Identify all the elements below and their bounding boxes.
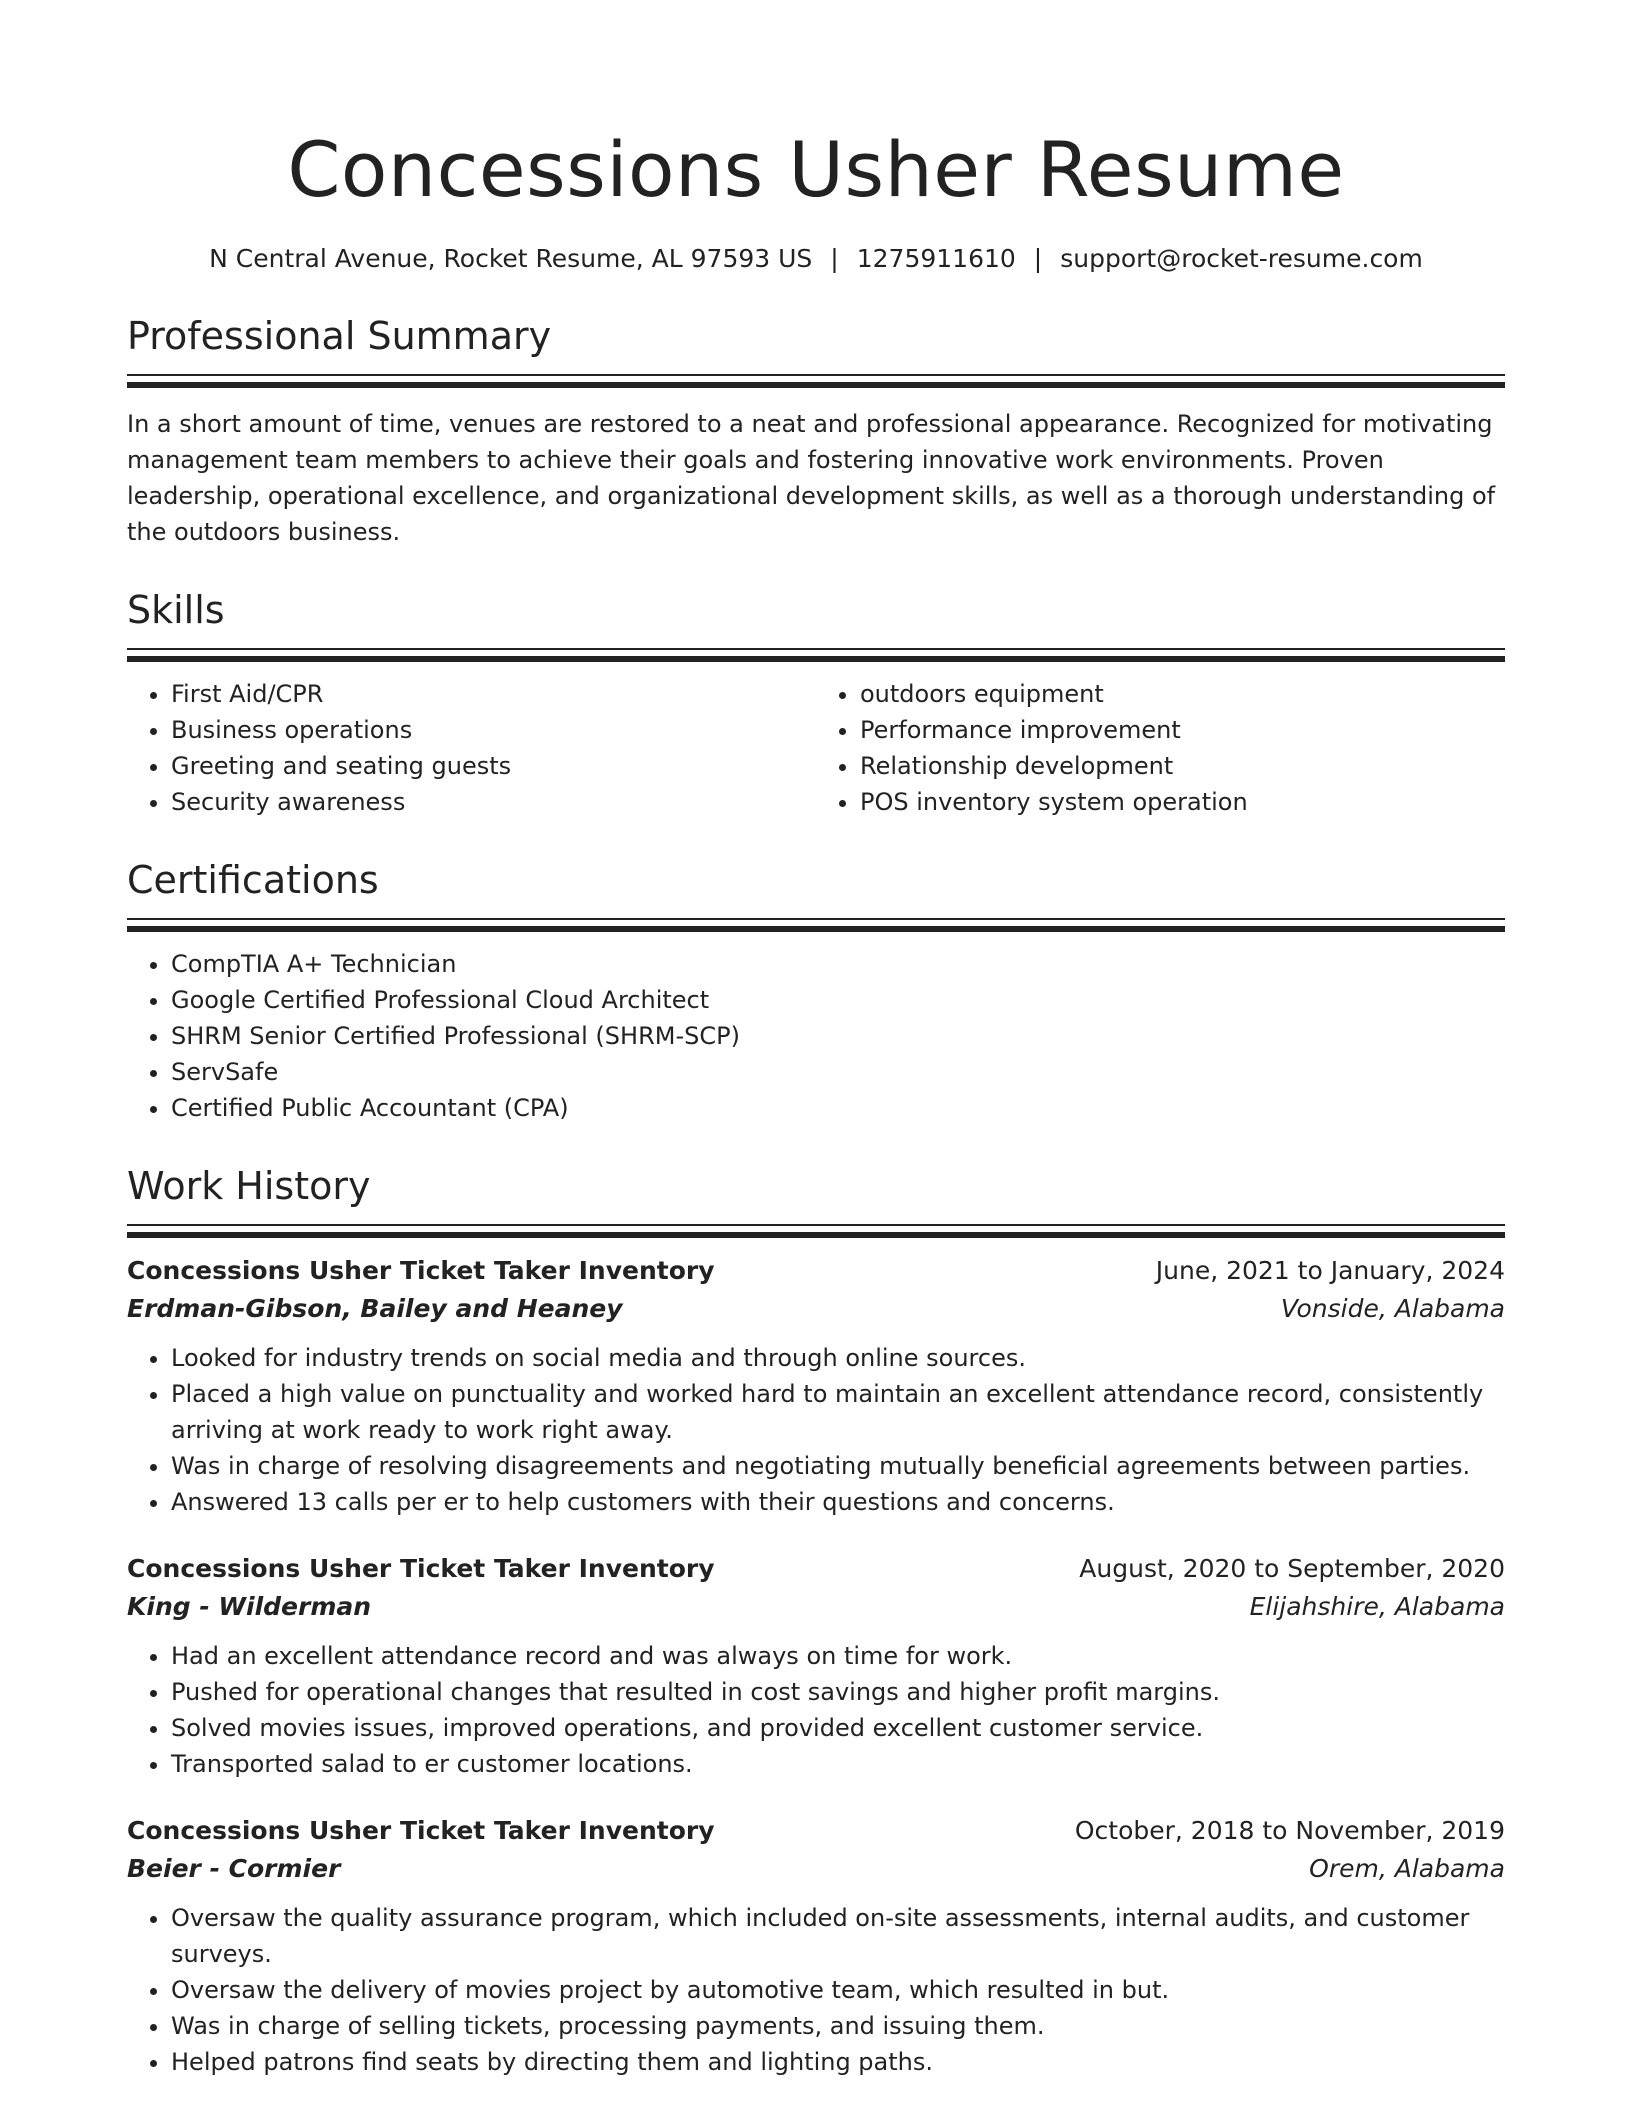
- job-dates: August, 2020 to September, 2020: [1079, 1554, 1505, 1583]
- job-dates: June, 2021 to January, 2024: [1155, 1256, 1505, 1285]
- job-bullet: • Oversaw the delivery of movies project by automotive team, which resulted in but.: [171, 1972, 1505, 2008]
- contact-separator: |: [830, 244, 839, 273]
- skills-list-left: [127, 676, 816, 820]
- summary-text: In a short amount of time, venues are restored to a neat and professional appearance. Recognized for motivating management team members to achieve their goals and fostering innovative work environments. Proven leadership, operational excellence, and organizational development skills, as well as a thorough understanding of the outdoors business.: [127, 410, 1496, 546]
- section-divider: [127, 1224, 1505, 1238]
- skill-item: • Relationship development: [860, 748, 1505, 784]
- job-bullets: [127, 1638, 1505, 1782]
- job-title: Concessions Usher Ticket Taker Inventory: [127, 1816, 715, 1845]
- section-divider: [127, 648, 1505, 662]
- section-heading-certifications: Certifications: [127, 858, 379, 902]
- job-bullet: • Placed a high value on punctuality and worked hard to maintain an excellent attendance record, consistently arriving at work ready to work right away.: [171, 1376, 1505, 1448]
- work-history-section: [127, 1162, 1505, 2080]
- job-company: Beier - Cormier: [127, 1854, 341, 1883]
- certifications-list: [127, 946, 1505, 1126]
- job-bullet: • Pushed for operational changes that resulted in cost savings and higher profit margins.: [171, 1674, 1505, 1710]
- section-divider: [127, 918, 1505, 932]
- job-company: Erdman-Gibson, Bailey and Heaney: [127, 1294, 623, 1323]
- job-bullets: [127, 1340, 1505, 1520]
- job-entry: [127, 1550, 1505, 1782]
- job-subheader: [127, 1850, 1505, 1888]
- section-heading-skills: Skills: [127, 588, 225, 632]
- certification-item: • ServSafe: [171, 1054, 1505, 1090]
- job-bullet: • Was in charge of selling tickets, processing payments, and issuing them.: [171, 2008, 1505, 2044]
- job-title: Concessions Usher Ticket Taker Inventory: [127, 1256, 715, 1285]
- job-dates: October, 2018 to November, 2019: [1074, 1816, 1505, 1845]
- skill-item: • outdoors equipment: [860, 676, 1505, 712]
- section-heading-work-history: Work History: [127, 1164, 371, 1208]
- job-bullet: • Helped patrons find seats by directing them and lighting paths.: [171, 2044, 1505, 2080]
- job-header: [127, 1550, 1505, 1588]
- certification-item: • SHRM Senior Certified Professional (SHRM-SCP): [171, 1018, 1505, 1054]
- certification-item: • Certified Public Accountant (CPA): [171, 1090, 1505, 1126]
- skills-columns: [127, 676, 1505, 820]
- job-entry: [127, 1252, 1505, 1520]
- skills-section: [127, 586, 1505, 820]
- resume-title: Concessions Usher Resume: [287, 125, 1345, 214]
- job-entry: [127, 1812, 1505, 2080]
- contact-line: [127, 242, 1505, 276]
- job-company: King - Wilderman: [127, 1592, 372, 1621]
- section-heading-summary: Professional Summary: [127, 314, 552, 358]
- certification-item: • CompTIA A+ Technician: [171, 946, 1505, 982]
- contact-email: support@rocket-resume.com: [1060, 244, 1423, 273]
- certification-item: • Google Certified Professional Cloud Architect: [171, 982, 1505, 1018]
- job-bullet: • Had an excellent attendance record and was always on time for work.: [171, 1638, 1505, 1674]
- job-bullet: • Oversaw the quality assurance program, which included on-site assessments, internal audits, and customer surveys.: [171, 1900, 1505, 1972]
- skill-item: • Greeting and seating guests: [171, 748, 816, 784]
- job-subheader: [127, 1588, 1505, 1626]
- job-bullet: • Was in charge of resolving disagreements and negotiating mutually beneficial agreements between parties.: [171, 1448, 1505, 1484]
- skill-item: • Security awareness: [171, 784, 816, 820]
- job-location: Vonside, Alabama: [1280, 1294, 1505, 1323]
- job-title: Concessions Usher Ticket Taker Inventory: [127, 1554, 715, 1583]
- job-bullet: • Solved movies issues, improved operations, and provided excellent customer service.: [171, 1710, 1505, 1746]
- skill-item: • POS inventory system operation: [860, 784, 1505, 820]
- job-bullet: • Answered 13 calls per er to help customers with their questions and concerns.: [171, 1484, 1505, 1520]
- section-divider: [127, 374, 1505, 388]
- job-subheader: [127, 1290, 1505, 1328]
- contact-address: N Central Avenue, Rocket Resume, AL 97593 US: [209, 244, 813, 273]
- contact-separator: |: [1033, 244, 1043, 273]
- skill-item: • Performance improvement: [860, 712, 1505, 748]
- certifications-section: [127, 856, 1505, 1126]
- job-bullets: [127, 1900, 1505, 2080]
- skill-item: • First Aid/CPR: [171, 676, 816, 712]
- job-bullet: • Transported salad to er customer locations.: [171, 1746, 1505, 1782]
- job-location: Orem, Alabama: [1309, 1854, 1505, 1883]
- job-bullet: • Looked for industry trends on social media and through online sources.: [171, 1340, 1505, 1376]
- job-header: [127, 1812, 1505, 1850]
- summary-section: [127, 312, 1505, 550]
- job-header: [127, 1252, 1505, 1290]
- skill-item: • Business operations: [171, 712, 816, 748]
- contact-phone: 1275911610: [856, 244, 1016, 273]
- job-location: Elijahshire, Alabama: [1249, 1592, 1505, 1621]
- skills-list-right: [816, 676, 1505, 820]
